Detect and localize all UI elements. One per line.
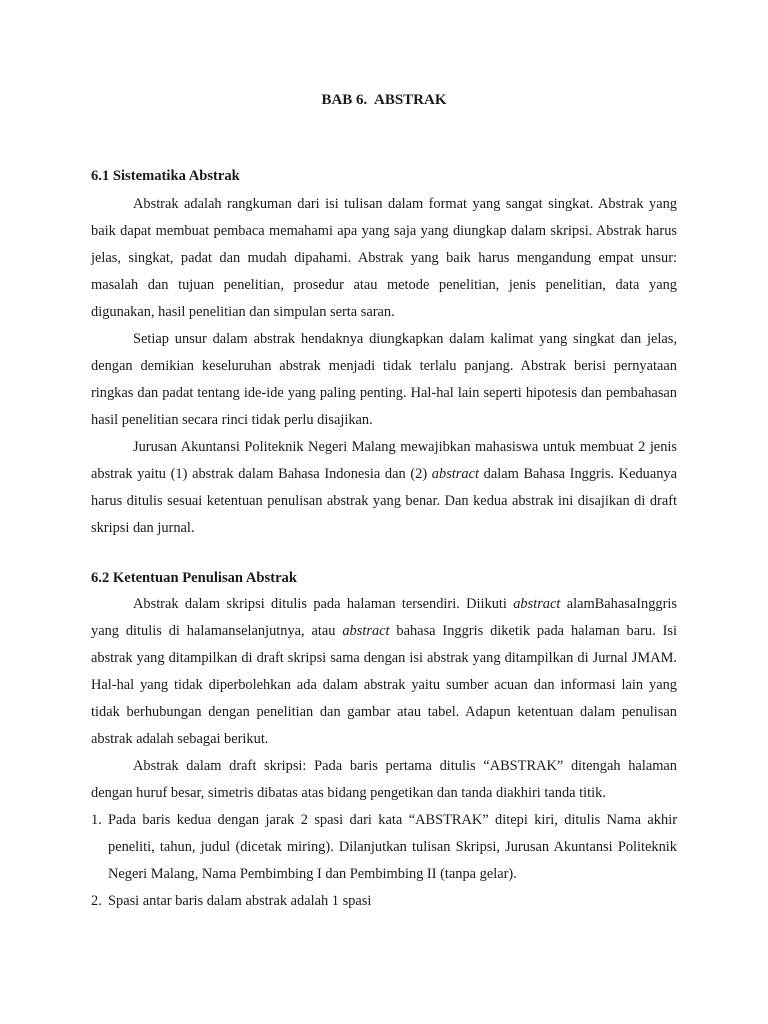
list-item-text: Pada baris kedua dengan jarak 2 spasi dari kata “ABSTRAK” ditepi kiri, ditulis Nama akhir peneliti, tahun, judul (dicetak miring). Dilanjutkan tulisan Skripsi, Jurusan Akuntansi Politeknik Negeri Malang, Nama Pembimbing I dan Pembimbing II (tanpa gelar). bbox=[108, 812, 677, 882]
section-6-1-body bbox=[91, 191, 677, 542]
italic-term: abstract bbox=[431, 466, 479, 482]
numbered-list bbox=[91, 807, 677, 915]
paragraph bbox=[91, 753, 677, 807]
paragraph-text: Jurusan Akuntansi Politeknik Negeri Malang mewajibkan mahasiswa untuk membuat 2 jenis abstrak yaitu (1) abstrak dalam Bahasa Indonesia dan (2) bbox=[91, 439, 677, 482]
paragraph bbox=[91, 191, 677, 326]
paragraph-text: Setiap unsur dalam abstrak hendaknya diungkapkan dalam kalimat yang singkat dan jelas, dengan demikian keseluruhan abstrak menjadi tidak terlalu panjang. Abstrak berisi pernyataan ringkas dan padat tentang ide-ide yang paling penting. Hal-hal lain seperti hipotesis dan pembahasan hasil penelitian secara rinci tidak perlu disajikan. bbox=[91, 331, 677, 428]
chapter-title: BAB 6. ABSTRAK bbox=[321, 92, 447, 108]
paragraph bbox=[91, 434, 677, 542]
section-6-2-body bbox=[91, 591, 677, 807]
list-number: 2. bbox=[91, 893, 102, 909]
list-number: 1. bbox=[91, 812, 102, 828]
paragraph-text: dalam Bahasa Inggris. Keduanya harus ditulis sesuai ketentuan penulisan abstrak yang benar. Dan kedua abstrak ini disajikan di draft skripsi dan jurnal. bbox=[91, 466, 678, 536]
paragraph-text: Abstrak dalam skripsi ditulis pada halaman tersendiri. Diikuti bbox=[133, 596, 514, 612]
paragraph-text: bahasa Inggris diketik pada halaman baru. Isi abstrak yang ditampilkan di draft skripsi sama dengan isi abstrak yang ditampilkan di Jurnal JMAM. Hal-hal yang tidak diperbolehkan ada dalam abstrak yaitu sumber acuan dan informasi lain yang tidak berhubungan dengan penelitian dan gambar atau tabel. Adapun ketentuan dalam penulisan abstrak adalah sebagai berikut. bbox=[91, 623, 677, 747]
italic-term: abstract bbox=[342, 623, 390, 639]
list-item bbox=[91, 888, 677, 915]
italic-term: abstract bbox=[513, 596, 561, 612]
paragraph-text: alamBahasaInggris yang ditulis di halamanselanjutnya, atau bbox=[91, 596, 677, 639]
paragraph-text: Abstrak dalam draft skripsi: Pada baris pertama ditulis “ABSTRAK” ditengah halaman dengan huruf besar, simetris dibatas atas bidang pengetikan dan tanda diakhiri tanda titik. bbox=[91, 758, 677, 801]
list-item bbox=[91, 807, 677, 888]
section-heading-6-1: 6.1 Sistematika Abstrak bbox=[91, 168, 240, 184]
paragraph-text: Abstrak adalah rangkuman dari isi tulisan dalam format yang sangat singkat. Abstrak yang baik dapat membuat pembaca memahami apa yang saja yang diungkap dalam skripsi. Abstrak harus jelas, singkat, padat dan mudah dipahami. Abstrak yang baik harus mengandung empat unsur: masalah dan tujuan penelitian, prosedur atau metode penelitian, jenis penelitian, data yang digunakan, hasil penelitian dan simpulan serta saran. bbox=[91, 196, 677, 320]
paragraph bbox=[91, 591, 677, 753]
paragraph bbox=[91, 326, 677, 434]
section-heading-6-2: 6.2 Ketentuan Penulisan Abstrak bbox=[91, 570, 297, 586]
list-item-text: Spasi antar baris dalam abstrak adalah 1 spasi bbox=[108, 893, 372, 909]
